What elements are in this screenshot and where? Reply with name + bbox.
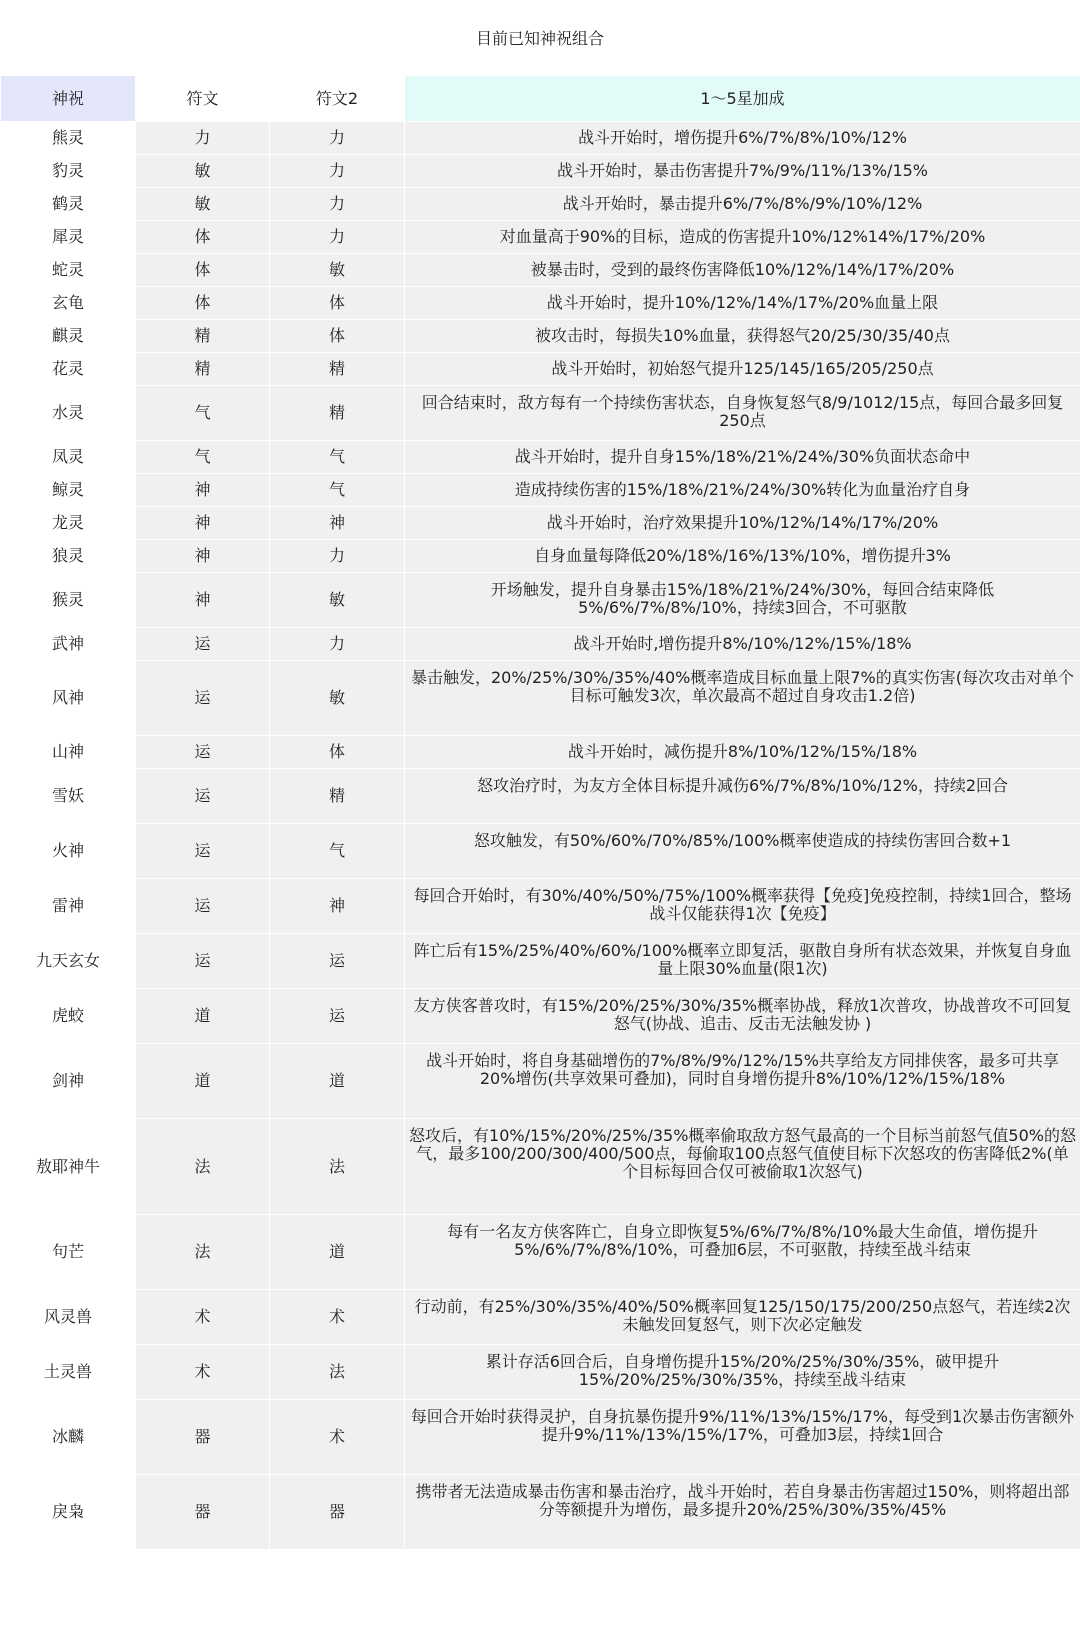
rune2-cell: 力 [270, 122, 405, 155]
star-bonus-cell: 自身血量每降低20%/18%/16%/13%/10%，增伤提升3% [405, 540, 1080, 573]
blessing-name-cell: 狼灵 [1, 540, 136, 573]
star-bonus-cell: 战斗开始时,增伤提升8%/10%/12%/15%/18% [405, 628, 1080, 661]
table-row [1, 769, 1080, 824]
rune2-cell: 精 [270, 386, 405, 441]
blessing-name-cell: 猴灵 [1, 573, 136, 628]
rune-cell: 神 [136, 507, 270, 540]
table-row [1, 736, 1080, 769]
blessing-name-cell: 犀灵 [1, 221, 136, 254]
rune-cell: 精 [136, 320, 270, 353]
star-bonus-cell: 怒攻后，有10%/15%/20%/25%/35%概率偷取敌方怒气最高的一个目标当前怒气值50%的怒气，最多100/200/300/400/500点，每偷取100点怒气值使目标下次怒攻的伤害降低2%(单个目标每回合仅可被偷取1次怒气) [405, 1119, 1080, 1215]
blessing-table [0, 75, 1080, 1550]
rune-cell: 运 [136, 661, 270, 736]
rune-cell: 器 [136, 1400, 270, 1475]
rune-cell: 术 [136, 1345, 270, 1400]
rune2-cell: 精 [270, 769, 405, 824]
table-row [1, 507, 1080, 540]
star-bonus-cell: 回合结束时，敌方每有一个持续伤害状态，自身恢复怒气8/9/1012/15点，每回合最多回复250点 [405, 386, 1080, 441]
table-row [1, 320, 1080, 353]
rune-cell: 法 [136, 1119, 270, 1215]
rune-cell: 力 [136, 122, 270, 155]
rune-cell: 神 [136, 573, 270, 628]
rune2-cell: 道 [270, 1044, 405, 1119]
table-row [1, 221, 1080, 254]
star-bonus-cell: 战斗开始时，治疗效果提升10%/12%/14%/17%/20% [405, 507, 1080, 540]
blessing-name-cell: 水灵 [1, 386, 136, 441]
star-bonus-cell: 阵亡后有15%/25%/40%/60%/100%概率立即复活，驱散自身所有状态效果，并恢复自身血量上限30%血量(限1次) [405, 934, 1080, 989]
rune2-cell: 气 [270, 824, 405, 879]
blessing-name-cell: 武神 [1, 628, 136, 661]
rune-cell: 敏 [136, 155, 270, 188]
table-row [1, 1119, 1080, 1215]
rune2-cell: 气 [270, 441, 405, 474]
rune2-cell: 体 [270, 287, 405, 320]
rune2-cell: 体 [270, 320, 405, 353]
table-row [1, 573, 1080, 628]
table-header-row [1, 76, 1080, 122]
star-bonus-cell: 怒攻触发，有50%/60%/70%/85%/100%概率使造成的持续伤害回合数+1 [405, 824, 1080, 879]
blessing-name-cell: 土灵兽 [1, 1345, 136, 1400]
rune-cell: 气 [136, 441, 270, 474]
blessing-name-cell: 风神 [1, 661, 136, 736]
star-bonus-cell: 暴击触发，20%/25%/30%/35%/40%概率造成目标血量上限7%的真实伤害(每次攻击对单个目标可触发3次，单次最高不超过自身攻击1.2倍) [405, 661, 1080, 736]
rune2-cell: 精 [270, 353, 405, 386]
page-title: 目前已知神祝组合 [475, 29, 604, 48]
rune-cell: 道 [136, 1044, 270, 1119]
rune2-cell: 术 [270, 1290, 405, 1345]
rune2-cell: 力 [270, 221, 405, 254]
star-bonus-cell: 战斗开始时，提升自身15%/18%/21%/24%/30%负面状态命中 [405, 441, 1080, 474]
blessing-name-cell: 冰麟 [1, 1400, 136, 1475]
rune-cell: 运 [136, 628, 270, 661]
header-rune: 符文 [136, 76, 270, 122]
rune-cell: 敏 [136, 188, 270, 221]
rune2-cell: 力 [270, 155, 405, 188]
rune2-cell: 术 [270, 1400, 405, 1475]
blessing-name-cell: 山神 [1, 736, 136, 769]
rune2-cell: 敏 [270, 254, 405, 287]
star-bonus-cell: 造成持续伤害的15%/18%/21%/24%/30%转化为血量治疗自身 [405, 474, 1080, 507]
blessing-name-cell: 风灵兽 [1, 1290, 136, 1345]
rune-cell: 神 [136, 474, 270, 507]
star-bonus-cell: 战斗开始时，暴击伤害提升7%/9%/11%/13%/15% [405, 155, 1080, 188]
blessing-name-cell: 蛇灵 [1, 254, 136, 287]
rune2-cell: 运 [270, 934, 405, 989]
rune-cell: 精 [136, 353, 270, 386]
blessing-name-cell: 雷神 [1, 879, 136, 934]
table-row [1, 1475, 1080, 1550]
blessing-name-cell: 火神 [1, 824, 136, 879]
rune-cell: 气 [136, 386, 270, 441]
table-row [1, 254, 1080, 287]
blessing-name-cell: 鹤灵 [1, 188, 136, 221]
rune-cell: 体 [136, 254, 270, 287]
rune-cell: 器 [136, 1475, 270, 1550]
star-bonus-cell: 战斗开始时，增伤提升6%/7%/8%/10%/12% [405, 122, 1080, 155]
rune-cell: 运 [136, 769, 270, 824]
table-row [1, 934, 1080, 989]
star-bonus-cell: 每有一名友方侠客阵亡，自身立即恢复5%/6%/7%/8%/10%最大生命值，增伤提升5%/6%/7%/8%/10%，可叠加6层，不可驱散，持续至战斗结束 [405, 1215, 1080, 1290]
blessing-name-cell: 九天玄女 [1, 934, 136, 989]
rune2-cell: 法 [270, 1345, 405, 1400]
rune-cell: 神 [136, 540, 270, 573]
table-row [1, 989, 1080, 1044]
blessing-name-cell: 花灵 [1, 353, 136, 386]
star-bonus-cell: 战斗开始时，暴击提升6%/7%/8%/9%/10%/12% [405, 188, 1080, 221]
rune-cell: 运 [136, 934, 270, 989]
star-bonus-cell: 友方侠客普攻时，有15%/20%/25%/30%/35%概率协战，释放1次普攻，协战普攻不可回复怒气(协战、追击、反击无法触发协 ) [405, 989, 1080, 1044]
star-bonus-cell: 怒攻治疗时，为友方全体目标提升减伤6%/7%/8%/10%/12%，持续2回合 [405, 769, 1080, 824]
star-bonus-cell: 被攻击时，每损失10%血量，获得怒气20/25/30/35/40点 [405, 320, 1080, 353]
rune-cell: 道 [136, 989, 270, 1044]
rune2-cell: 法 [270, 1119, 405, 1215]
star-bonus-cell: 对血量高于90%的目标，造成的伤害提升10%/12%14%/17%/20% [405, 221, 1080, 254]
blessing-name-cell: 玄龟 [1, 287, 136, 320]
table-row [1, 122, 1080, 155]
rune2-cell: 力 [270, 628, 405, 661]
table-row [1, 824, 1080, 879]
star-bonus-cell: 行动前，有25%/30%/35%/40%/50%概率回复125/150/175/200/250点怒气，若连续2次未触发回复怒气，则下次必定触发 [405, 1290, 1080, 1345]
star-bonus-cell: 战斗开始时，初始怒气提升125/145/165/205/250点 [405, 353, 1080, 386]
table-row [1, 353, 1080, 386]
blessing-name-cell: 鲸灵 [1, 474, 136, 507]
header-star-bonus: 1～5星加成 [405, 76, 1080, 122]
rune2-cell: 道 [270, 1215, 405, 1290]
table-row [1, 188, 1080, 221]
rune2-cell: 力 [270, 540, 405, 573]
rune2-cell: 气 [270, 474, 405, 507]
header-rune2: 符文2 [270, 76, 405, 122]
rune-cell: 运 [136, 879, 270, 934]
star-bonus-cell: 战斗开始时，提升10%/12%/14%/17%/20%血量上限 [405, 287, 1080, 320]
table-row [1, 386, 1080, 441]
blessing-name-cell: 凤灵 [1, 441, 136, 474]
rune2-cell: 运 [270, 989, 405, 1044]
table-row [1, 879, 1080, 934]
rune2-cell: 神 [270, 507, 405, 540]
rune2-cell: 力 [270, 188, 405, 221]
star-bonus-cell: 战斗开始时，将自身基础增伤的7%/8%/9%/12%/15%共享给友方同排侠客，最多可共享20%增伤(共享效果可叠加)，同时自身增伤提升8%/10%/12%/15%/18% [405, 1044, 1080, 1119]
star-bonus-cell: 战斗开始时，减伤提升8%/10%/12%/15%/18% [405, 736, 1080, 769]
blessing-name-cell: 豹灵 [1, 155, 136, 188]
blessing-name-cell: 敖耶神牛 [1, 1119, 136, 1215]
star-bonus-cell: 携带者无法造成暴击伤害和暴击治疗，战斗开始时，若自身暴击伤害超过150%，则将超出部分等额提升为增伤，最多提升20%/25%/30%/35%/45% [405, 1475, 1080, 1550]
blessing-name-cell: 熊灵 [1, 122, 136, 155]
blessing-name-cell: 戾枭 [1, 1475, 136, 1550]
rune2-cell: 神 [270, 879, 405, 934]
rune2-cell: 敏 [270, 661, 405, 736]
table-row [1, 155, 1080, 188]
blessing-name-cell: 句芒 [1, 1215, 136, 1290]
rune2-cell: 器 [270, 1475, 405, 1550]
star-bonus-cell: 被暴击时，受到的最终伤害降低10%/12%/14%/17%/20% [405, 254, 1080, 287]
rune-cell: 法 [136, 1215, 270, 1290]
table-row [1, 1345, 1080, 1400]
blessing-name-cell: 龙灵 [1, 507, 136, 540]
rune-cell: 运 [136, 824, 270, 879]
rune-cell: 运 [136, 736, 270, 769]
table-row [1, 287, 1080, 320]
rune2-cell: 敏 [270, 573, 405, 628]
table-row [1, 441, 1080, 474]
rune-cell: 术 [136, 1290, 270, 1345]
star-bonus-cell: 累计存活6回合后，自身增伤提升15%/20%/25%/30%/35%，破甲提升15%/20%/25%/30%/35%，持续至战斗结束 [405, 1345, 1080, 1400]
rune-cell: 体 [136, 287, 270, 320]
table-row [1, 628, 1080, 661]
header-blessing: 神祝 [1, 76, 136, 122]
blessing-name-cell: 雪妖 [1, 769, 136, 824]
table-row [1, 474, 1080, 507]
table-row [1, 540, 1080, 573]
star-bonus-cell: 每回合开始时获得灵护，自身抗暴伤提升9%/11%/13%/15%/17%，每受到1次暴击伤害额外提升9%/11%/13%/15%/17%，可叠加3层，持续1回合 [405, 1400, 1080, 1475]
table-row [1, 1290, 1080, 1345]
star-bonus-cell: 开场触发，提升自身暴击15%/18%/21%/24%/30%，每回合结束降低5%/6%/7%/8%/10%，持续3回合，不可驱散 [405, 573, 1080, 628]
rune2-cell: 体 [270, 736, 405, 769]
blessing-name-cell: 麒灵 [1, 320, 136, 353]
star-bonus-cell: 每回合开始时，有30%/40%/50%/75%/100%概率获得【免疫]免疫控制，持续1回合，整场战斗仅能获得1次【免疫】 [405, 879, 1080, 934]
table-row [1, 1044, 1080, 1119]
blessing-name-cell: 剑神 [1, 1044, 136, 1119]
table-row [1, 1215, 1080, 1290]
rune-cell: 体 [136, 221, 270, 254]
table-row [1, 1400, 1080, 1475]
table-row [1, 661, 1080, 736]
blessing-name-cell: 虎蛟 [1, 989, 136, 1044]
